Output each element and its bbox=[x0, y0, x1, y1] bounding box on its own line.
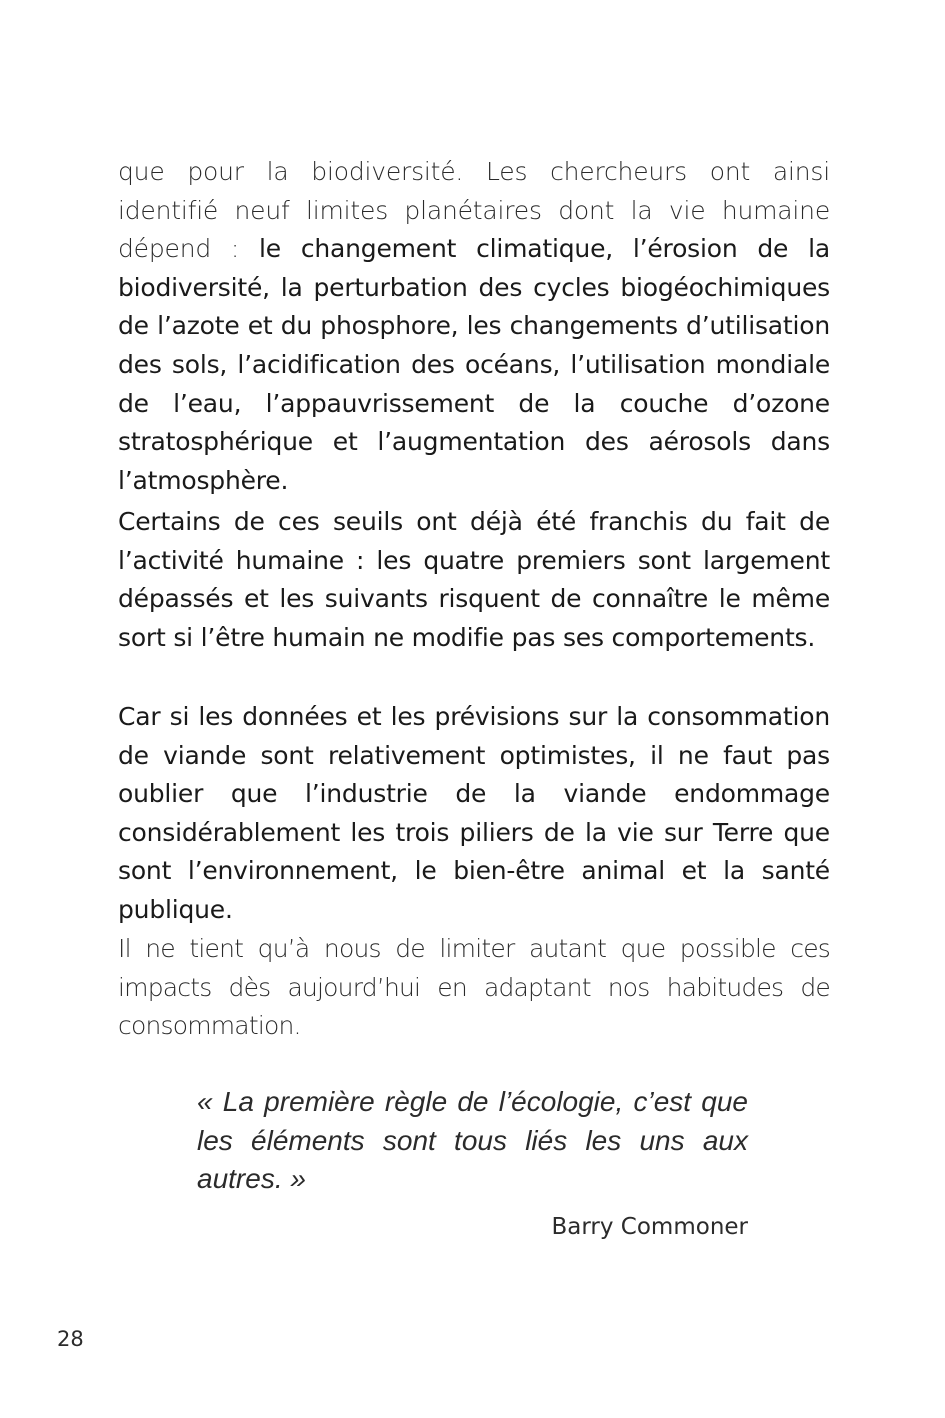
paragraph-planetary-limits bbox=[118, 153, 830, 500]
page-number: 28 bbox=[57, 1327, 84, 1351]
paragraph-thresholds: Certains de ces seuils ont déjà été franchis du fait de l’activité humaine : les quatre premiers sont largement dépassés et les suivants risquent de connaître le même sort si l’être humain ne modifie pas ses comportements. bbox=[118, 507, 830, 652]
paragraph-intro-text: que pour la biodiversité. Les chercheurs ont ainsi identifié neuf limites planétaires dont la vie humaine dépend : bbox=[118, 157, 830, 264]
paragraph-limits-list: le changement climatique, l’érosion de la biodiversité, la perturbation des cycles biogéochimiques de l’azote et du phosphore, les changements d’utilisation des sols, l’acidification des océans, l’utilisation mondiale de l’eau, l’appauvrissement de la couche d’ozone stratosphérique et l’augmentation des aérosols dans l’atmosphère. bbox=[118, 234, 830, 495]
quote-author: Barry Commoner bbox=[551, 1214, 748, 1240]
paragraph-conclusion: Il ne tient qu’à nous de limiter autant que possible ces impacts dès aujourd’hui en adaptant nos habitudes de consommation. bbox=[118, 934, 830, 1041]
paragraph-meat-industry: Car si les données et les prévisions sur la consommation de viande sont relativement optimistes, il ne faut pas oublier que l’industrie de la viande endommage considérablement les trois piliers de la vie sur Terre que sont l’environnement, le bien-être animal et la santé publique. bbox=[118, 702, 830, 924]
epigraph-quote: « La première règle de l’écologie, c’est que les éléments sont tous liés les uns aux autres. » bbox=[197, 1086, 748, 1194]
